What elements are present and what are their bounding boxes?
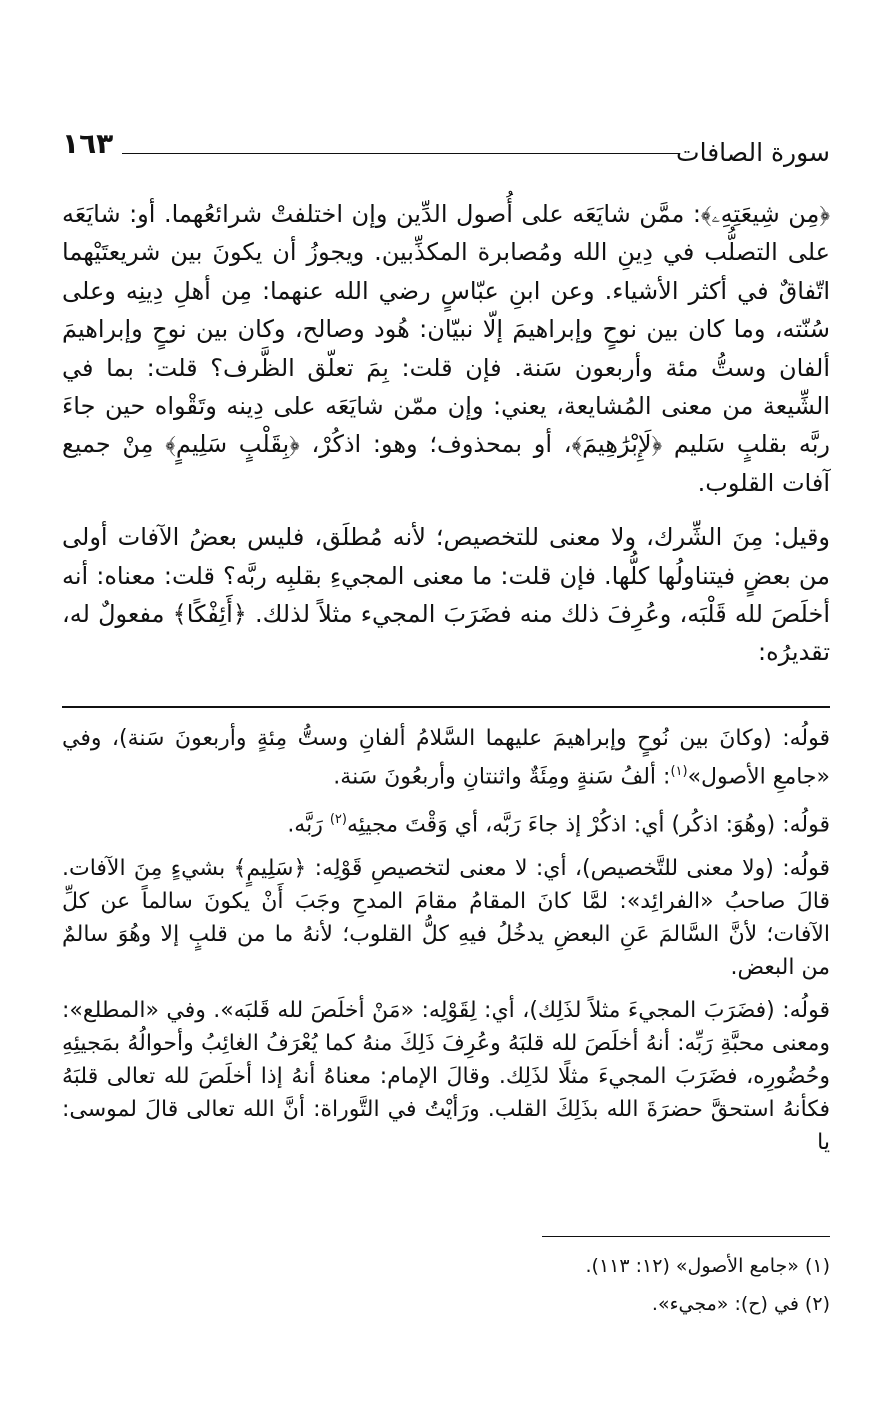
header-rule	[122, 153, 680, 154]
commentary-text: قولُه: (وكانَ بين نُوحٍ وإبراهيمَ عليهما السَّلامُ ألفانِ وستُّ مِئةٍ وأربعونَ سَنة)، وفي «جامعِ الأصول»	[62, 726, 830, 790]
main-paragraph-1: ﴿مِن شِيعَتِهِۦ﴾: ممَّن شايَعَه على أُصول الدِّين وإن اختلفتْ شرائعُهما. أو: شايَعَه على التصلُّب في دِينِ الله ومُصابرة المكذِّبين. ويجوزُ أن يكونَ بين شريعتَيْهما اتّفاقٌ في أكثر الأشياء. وعن ابنِ عبّاسٍ رضي الله عنهما: مِن أهلِ دِينِه وعلى سُنّته، وما كان بين نوحٍ وإبراهيمَ إلّا نبيّان: هُود وصالح، وكان بين نوحٍ وإبراهيمَ ألفان وستُّ مئة وأربعون سَنة. فإن قلت: بِمَ تعلّق الظَّرف؟ قلت: بما في الشِّيعة من معنى المُشايعة، يعني: وإن ممّن شايَعَه على دِينه وتَقْواه حين جاءَ ربَّه بقلبٍ سَليم ﴿لَإِبْرَٰهِيمَ﴾، أو بمحذوف؛ وهو: اذكُرْ، ﴿بِقَلْبٍ سَلِيمٍ﴾ مِنْ جميع آفات القلوب.	[62, 200, 830, 497]
commentary-text: رَبَّه.	[287, 812, 330, 838]
main-paragraph-2: وقيل: مِنَ الشِّرك، ولا معنى للتخصيص؛ لأنه مُطلَق، فليس بعضُ الآفات أولى من بعضٍ فيتناولُها كلُّها. فإن قلت: ما معنى المجيءِ بقلبِه ربَّه؟ قلت: معناه: أنه أخلَصَ لله قَلْبَه، وعُرِفَ ذلك منه فضَرَبَ المجيء مثلاً لذلك. ﴿أَئِفْكًا﴾ مفعولٌ له، تقديرُه:	[62, 523, 830, 667]
footnote-1: (١) «جامع الأصول» (١٢: ١١٣).	[585, 1255, 830, 1277]
page-number: ١٦٣	[62, 127, 114, 160]
commentary	[62, 722, 830, 1169]
footnotes	[62, 1250, 830, 1326]
commentary-paragraph-2	[62, 803, 830, 841]
commentary-text: قولُه: (وهُوَ: اذكُر) أي: اذكُرْ إذ جاءَ رَبَّه، أي وَقْتَ مجيئِه	[346, 812, 830, 838]
commentary-text: : ألفُ سَنةٍ ومِئَةٌ واثنتانِ وأربعُونَ سَنة.	[333, 764, 671, 790]
footnote-2: (٢) في (ح): «مجيء».	[651, 1293, 830, 1315]
footnote-ref-1: (١)	[670, 764, 688, 779]
footnote-rule	[542, 1236, 830, 1237]
book-page	[62, 0, 830, 1415]
footnote-ref-2: (٢)	[329, 812, 347, 828]
commentary-paragraph-1	[62, 722, 830, 793]
commentary-paragraph-3: قولُه: (ولا معنى للتَّخصيص)، أي: لا معنى لتخصيصِ قَوْلِه: ﴿سَلِيمٍ﴾ بشيءٍ مِنَ الآفات. قالَ صاحبُ «الفرائِد»: لمَّا كانَ المقامُ مقامَ المدحِ وجَبَ أَنْ يكونَ سالماً عن كلِّ الآفات؛ لأنَّ السَّالمَ عَنِ البعضِ يدخُلُ فيهِ كلُّ القلوب؛ لأنهُ ما من قلبٍ إلا وهُوَ سالمٌ من البعض.	[62, 855, 830, 980]
main-text	[62, 195, 830, 688]
commentary-separator	[62, 706, 830, 708]
commentary-paragraph-4: قولُه: (فضَرَبَ المجيءَ مثلاً لذَلِك)، أي: لِقَوْلِه: «مَنْ أخلَصَ لله قَلبَه». وفي «المطلع»: ومعنى محبَّةِ رَبِّه: أنهُ أخلَصَ لله قلبَهُ وعُرِفَ ذَلِكَ منهُ كما يُعْرَفُ الغائِبُ وأحوالُهُ بمَجيئِهِ وحُضُورِه، فضَرَبَ المجيءَ مثلًا لذَلِك. وقالَ الإمام: معناهُ أنهُ إذا أخلَصَ لله تعالى قلبَهُ فكأنهُ استحقَّ حضرَةَ الله بذَلِكَ القلب. ورَأيْتُ في التَّوراة: أنَّ الله تعالى قالَ لموسى: يا	[62, 997, 830, 1155]
running-head	[62, 126, 830, 166]
surah-title: سورة الصافات	[676, 138, 830, 167]
